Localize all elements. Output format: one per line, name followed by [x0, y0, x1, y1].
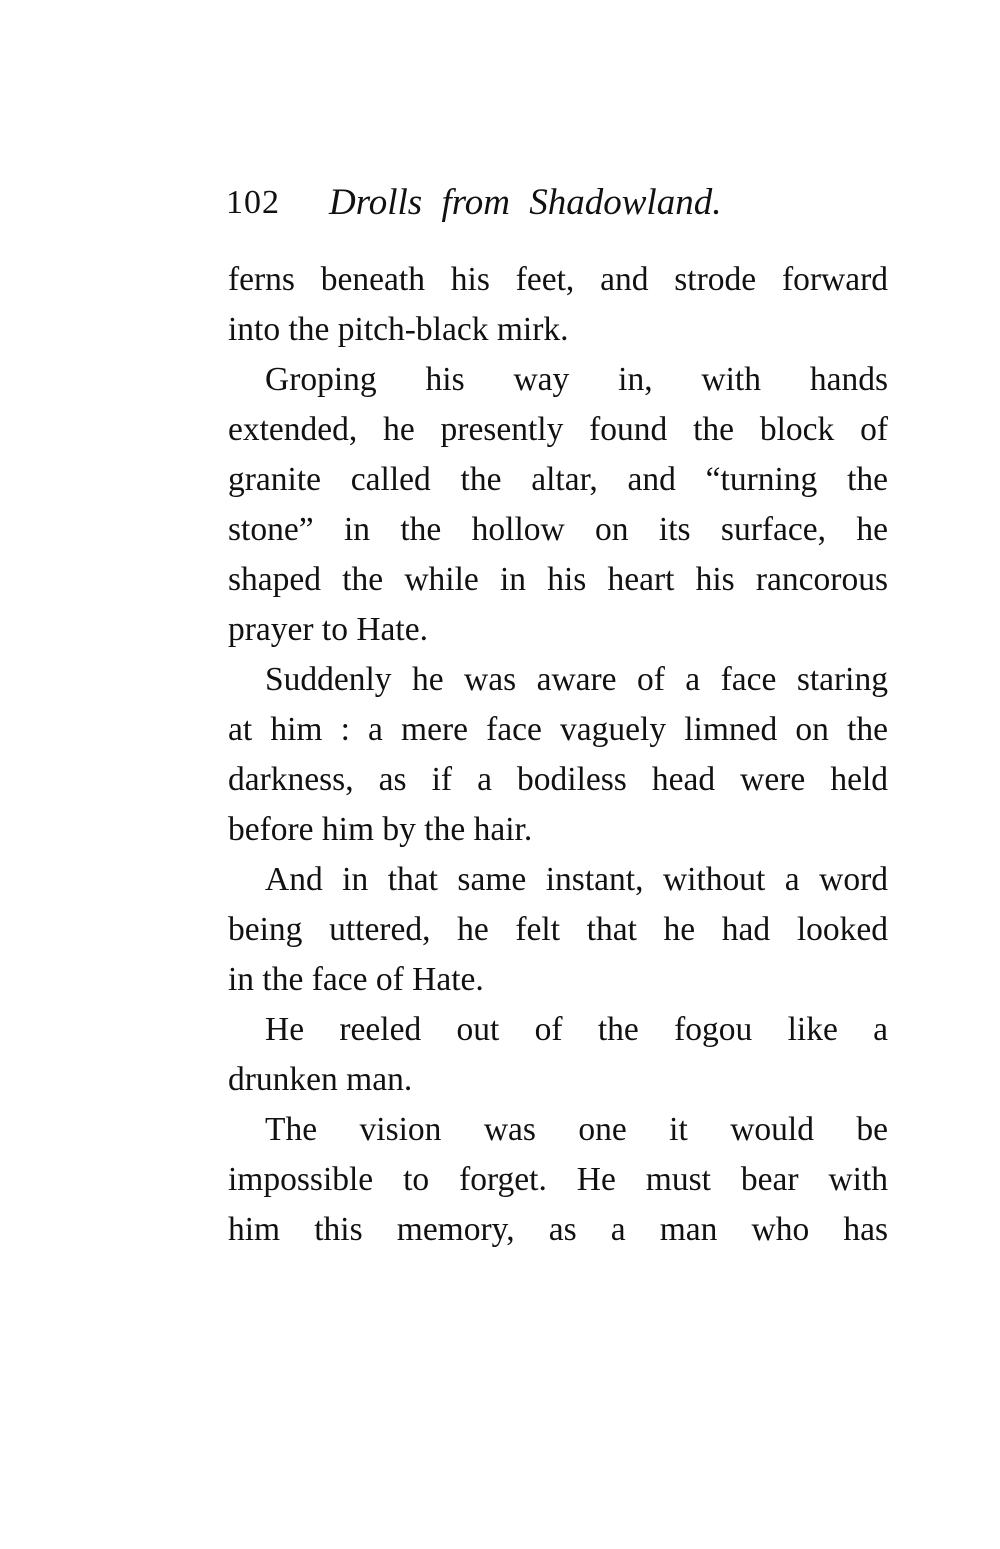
text-line: prayer to Hate.: [228, 611, 428, 648]
text-line: darkness, as if a bodiless head were held: [228, 761, 888, 798]
text-line: granite called the altar, and “turning the: [228, 461, 888, 498]
text-line: ferns beneath his feet, and strode forward: [228, 261, 888, 298]
running-head: [226, 178, 886, 228]
paragraph-start-line: Groping his way in, with hands: [265, 361, 888, 398]
paragraph-start-line: The vision was one it would be: [265, 1111, 888, 1148]
text-line: him this memory, as a man who has: [228, 1211, 888, 1248]
page-number: 102: [226, 184, 280, 221]
text-line: into the pitch-black mirk.: [228, 311, 569, 348]
paragraph-start-line: Suddenly he was aware of a face staring: [265, 661, 888, 698]
text-line: stone” in the hollow on its surface, he: [228, 511, 888, 548]
text-line: impossible to forget. He must bear with: [228, 1161, 888, 1198]
text-line: shaped the while in his heart his rancorous: [228, 561, 888, 598]
paragraph-start-line: And in that same instant, without a word: [265, 861, 888, 898]
book-title: Drolls from Shadowland.: [329, 182, 722, 223]
paragraph-start-line: He reeled out of the fogou like a: [265, 1011, 888, 1048]
text-line: extended, he presently found the block of: [228, 411, 888, 448]
text-line: being uttered, he felt that he had looked: [228, 911, 888, 948]
text-line: before him by the hair.: [228, 811, 533, 848]
body-text: [228, 255, 888, 1255]
text-line: in the face of Hate.: [228, 961, 484, 998]
text-line: at him : a mere face vaguely limned on the: [228, 711, 888, 748]
text-line: drunken man.: [228, 1061, 413, 1098]
